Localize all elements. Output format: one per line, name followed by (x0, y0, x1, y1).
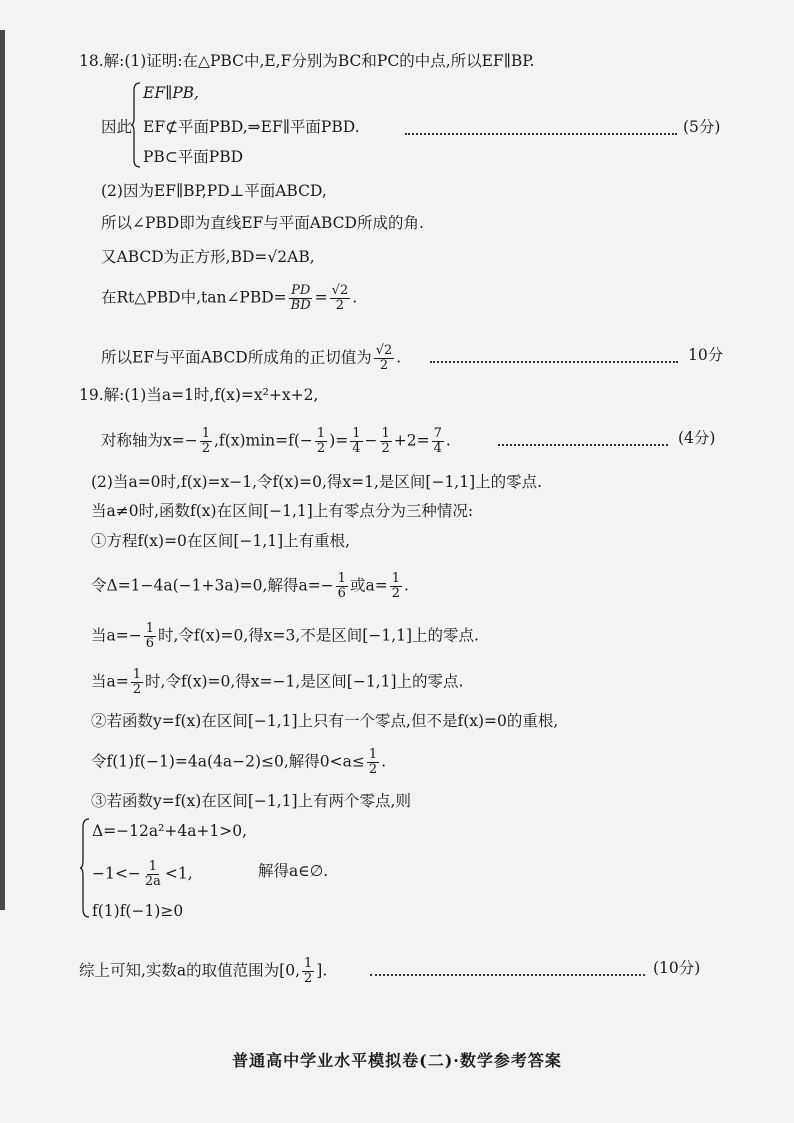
numerator: 7 (433, 426, 442, 441)
period: . (381, 752, 387, 771)
q19-line2-text: − (364, 431, 378, 450)
denominator: 2a (144, 874, 161, 889)
numerator: 1 (201, 426, 210, 441)
q19-brace (80, 818, 90, 918)
q19-case2-text: <1, (164, 864, 193, 883)
fraction (315, 427, 327, 456)
numerator: 1 (352, 426, 361, 441)
q19-line10-text: 令f(1)f(−1)=4a(4a−2)≤0,解得0<a≤ (91, 752, 365, 771)
q18-dots1 (405, 133, 677, 135)
q19-case2 (92, 860, 193, 889)
q19-line8-text: 当a= (91, 672, 129, 691)
q18-line6-text: 所以EF与平面ABCD所成角的正切值为 (101, 348, 372, 367)
q18-therefore: 因此 (101, 118, 133, 136)
numerator: 1 (145, 621, 154, 636)
denominator: 2 (132, 682, 142, 697)
q18-line3: 所以∠PBD即为直线EF与平面ABCD所成的角. (101, 214, 424, 232)
denominator: BD (290, 298, 311, 313)
fraction (432, 427, 444, 456)
numerator: 1 (148, 859, 157, 874)
q18-line1: 18.解:(1)证明:在△PBC中,E,F分别为BC和PC的中点,所以EF∥BP. (79, 52, 535, 70)
equals: = (314, 288, 328, 307)
fraction (131, 668, 143, 697)
q19-case2-text: −1<− (92, 864, 141, 883)
q18-brace-line3: PB⊂平面PBD (143, 148, 244, 166)
fraction (367, 748, 379, 777)
q19-line6-text: 或a= (349, 576, 388, 595)
denominator: 2 (335, 298, 345, 313)
q19-conclusion-text: ]. (316, 961, 328, 980)
q19-line6-text: 令Δ=1−4a(−1+3a)=0,解得a=− (91, 576, 334, 595)
q18-line5 (101, 284, 357, 313)
fraction (380, 427, 392, 456)
q18-score1: (5分) (683, 118, 721, 136)
fraction (390, 572, 402, 601)
numerator: 1 (316, 426, 326, 441)
q18-brace-line1: EF∥PB, (143, 84, 199, 102)
numerator: 1 (381, 426, 390, 441)
q18-score2: 10分 (688, 346, 724, 364)
q19-line2-text: +2= (393, 431, 430, 450)
scan-edge (0, 30, 5, 910)
q19-solution-empty: 解得a∈∅. (258, 862, 329, 880)
q19-line5: ①方程f(x)=0在区间[−1,1]上有重根, (91, 532, 351, 550)
numerator: 1 (304, 956, 313, 971)
q19-line2-text: ,f(x)min=f(− (214, 431, 313, 450)
numerator: √2 (375, 343, 393, 358)
q19-line10 (91, 748, 386, 777)
fraction (336, 572, 348, 601)
q18-dots2 (430, 361, 678, 363)
fraction (302, 957, 314, 986)
fraction (350, 427, 362, 456)
q19-line7-text: 当a=− (91, 626, 142, 645)
numerator: 1 (368, 747, 378, 762)
q19-dots1 (498, 444, 668, 446)
q19-line3: (2)当a=0时,f(x)=x−1,令f(x)=0,得x=1,是区间[−1,1]上的零点. (91, 473, 543, 491)
q19-score2: (10分) (653, 959, 701, 977)
page-footer: 普通高中学业水平模拟卷(二)·数学参考答案 (232, 1051, 562, 1070)
q19-score1: (4分) (678, 429, 716, 447)
q19-line8 (91, 668, 463, 697)
q19-line11: ③若函数y=f(x)在区间[−1,1]上有两个零点,则 (91, 792, 411, 810)
q19-line8-text: 时,令f(x)=0,得x=−1,是区间[−1,1]上的零点. (145, 672, 464, 691)
q18-brace (131, 82, 141, 168)
q18-line6 (101, 344, 401, 373)
numerator: √2 (331, 283, 349, 298)
q19-line9: ②若函数y=f(x)在区间[−1,1]上只有一个零点,但不是f(x)=0的重根, (91, 712, 559, 730)
denominator: 2 (391, 586, 400, 601)
q19-line2-text: )= (329, 431, 349, 450)
denominator: 4 (352, 441, 361, 456)
denominator: 2 (381, 441, 390, 456)
denominator: 2 (304, 971, 313, 986)
denominator: 6 (337, 586, 346, 601)
denominator: 6 (145, 636, 154, 651)
denominator: 2 (368, 762, 378, 777)
fraction (144, 622, 156, 651)
numerator: 1 (132, 667, 142, 682)
denominator: 2 (379, 358, 389, 373)
period: . (403, 576, 409, 595)
q19-dots2 (370, 974, 645, 976)
numerator: 1 (391, 571, 400, 586)
q19-line1: 19.解:(1)当a=1时,f(x)=x²+x+2, (79, 386, 319, 404)
numerator: 1 (337, 571, 346, 586)
period: . (352, 288, 358, 307)
q19-line6 (91, 572, 409, 601)
numerator: PD (291, 283, 311, 298)
q19-line2-text: 对称轴为x=− (101, 431, 198, 450)
q19-conclusion (79, 957, 327, 986)
denominator: 2 (201, 441, 210, 456)
fraction (289, 284, 313, 313)
fraction (143, 860, 163, 889)
fraction (330, 284, 351, 313)
q18-line5-text: 在Rt△PBD中,tan∠PBD= (101, 288, 287, 307)
q19-line7-text: 时,令f(x)=0,得x=3,不是区间[−1,1]上的零点. (158, 626, 479, 645)
q18-brace-line2: EF⊄平面PBD,⇒EF∥平面PBD. (143, 118, 360, 136)
q19-line2 (101, 427, 451, 456)
q19-line7 (91, 622, 479, 651)
q18-line4: 又ABCD为正方形,BD=√2AB, (101, 248, 315, 266)
q18-line2: (2)因为EF∥BP,PD⊥平面ABCD, (101, 182, 327, 200)
period: . (445, 431, 451, 450)
fraction (374, 344, 395, 373)
q19-line4: 当a≠0时,函数f(x)在区间[−1,1]上有零点分为三种情况: (91, 502, 474, 520)
denominator: 2 (316, 441, 326, 456)
q19-conclusion-text: 综上可知,实数a的取值范围为[0, (79, 961, 301, 980)
fraction (200, 427, 212, 456)
denominator: 4 (433, 441, 442, 456)
period: . (396, 348, 402, 367)
q19-case1: Δ=−12a²+4a+1>0, (92, 822, 248, 840)
q19-case3: f(1)f(−1)≥0 (92, 902, 184, 920)
